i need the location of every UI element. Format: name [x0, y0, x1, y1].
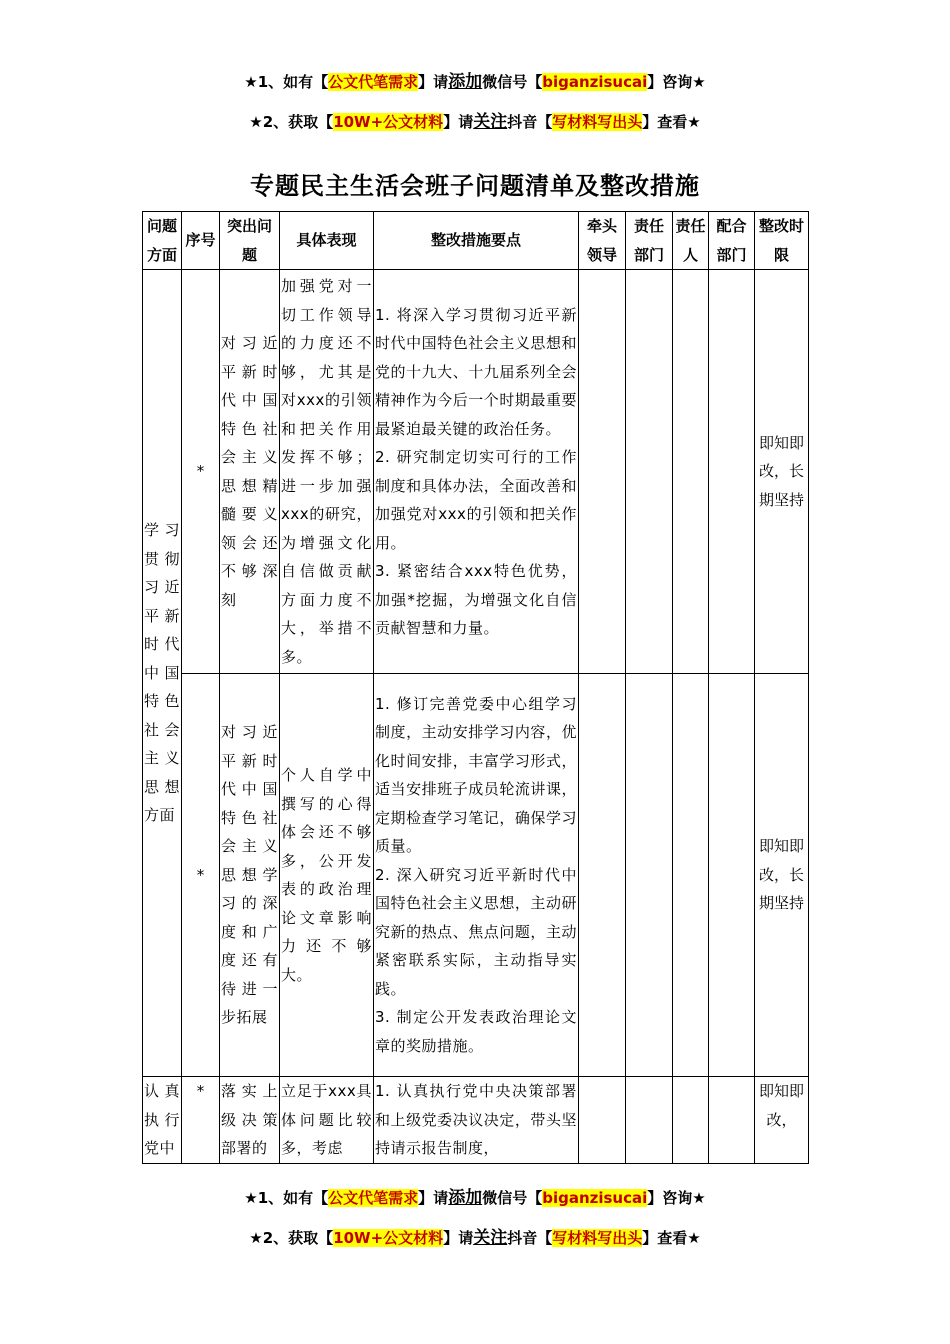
lead-leader-cell — [579, 674, 626, 1077]
table-row — [143, 270, 809, 674]
responsible-dept-cell — [626, 270, 673, 674]
promo-highlight: 公文代笔需求 — [328, 1189, 419, 1207]
promo-highlight: 写材料写出头 — [552, 1229, 643, 1247]
promo-highlight: 写材料写出头 — [552, 113, 643, 131]
header-cell: 问题方面 — [143, 212, 182, 270]
promo-line-2-footer: ★2、获取【10W+公文材料】请关注抖音【写材料写出头】查看★ — [249, 1228, 701, 1248]
measure-item: 2. 深入研究习近平新时代中国特色社会主义思想，主动研究新的热点、焦点问题，主动紧密联系实际，主动指导实践。 — [375, 865, 577, 998]
measure-item: 3. 制定公开发表政治理论文章的奖励措施。 — [375, 1008, 577, 1055]
measure-item: 1. 修订完善党委中心组学习制度，主动安排学习内容，优化时间安排，丰富学习形式，适当安排班子成员轮流讲课，定期检查学习笔记，确保学习质量。 — [375, 694, 577, 856]
deadline-cell: 即知即改，长期坚持 — [755, 270, 809, 674]
promo-line-2: ★2、获取【10W+公文材料】请关注抖音【写材料写出头】查看★ — [249, 112, 701, 132]
responsible-dept-cell — [626, 1077, 673, 1164]
problem-list-table — [142, 211, 809, 1164]
table-row — [143, 1077, 809, 1164]
header-cell: 牵头领导 — [579, 212, 626, 270]
measures-cell — [374, 270, 579, 674]
aspect-cell: 学习贯彻习近平新时代中国特色社会主义思想方面 — [143, 270, 182, 1077]
measures-cell — [374, 1077, 579, 1164]
header-cell: 序号 — [182, 212, 220, 270]
header-cell: 责任人 — [673, 212, 709, 270]
promo-highlight: biganzisucai — [542, 73, 648, 91]
row-number: * — [182, 674, 220, 1077]
measure-item: 1. 认真执行党中央决策部署和上级党委决议决定，带头坚持请示报告制度， — [375, 1082, 577, 1157]
problem-cell: 落实上级决策部署的 — [220, 1077, 280, 1164]
row-number: * — [182, 270, 220, 674]
header-cell: 突出问题 — [220, 212, 280, 270]
header-cell: 配合部门 — [709, 212, 755, 270]
measures-cell — [374, 674, 579, 1077]
header-cell: 整改时限 — [755, 212, 809, 270]
responsible-person-cell — [673, 674, 709, 1077]
header-cell: 整改措施要点 — [374, 212, 579, 270]
promo-line-1-footer: ★1、如有【公文代笔需求】请添加微信号【biganzisucai】咨询★ — [244, 1188, 706, 1208]
cooperating-dept-cell — [709, 1077, 755, 1164]
promo-highlight: 10W+公文材料 — [333, 1229, 444, 1247]
problem-cell: 对习近平新时代中国特色社会主义思想精髓要义领会还不够深刻 — [220, 270, 280, 674]
cooperating-dept-cell — [709, 674, 755, 1077]
manifestation-cell: 个人自学中撰写的心得体会还不够多，公开发表的政治理论文章影响力还不够大。 — [280, 674, 374, 1077]
measure-item: 3. 紧密结合xxx特色优势，加强*挖掘，为增强文化自信贡献智慧和力量。 — [375, 562, 577, 637]
header-cell: 责任部门 — [626, 212, 673, 270]
aspect-cell: 认真执行党中 — [143, 1077, 182, 1164]
row-number: * — [182, 1077, 220, 1164]
deadline-cell: 即知即改， — [755, 1077, 809, 1164]
manifestation-cell: 加强党对一切工作领导的力度还不够，尤其是对xxx的引领和把关作用发挥不够；进一步加强xxx的研究，为增强文化自信做贡献方面力度不大，举措不多。 — [280, 270, 374, 674]
responsible-person-cell — [673, 1077, 709, 1164]
measure-item: 2. 研究制定切实可行的工作制度和具体办法，全面改善和加强党对xxx的引领和把关作用。 — [375, 448, 577, 552]
problem-cell: 对习近平新时代中国特色社会主义思想学习的深度和广度还有待进一步拓展 — [220, 674, 280, 1077]
measure-item: 1. 将深入学习贯彻习近平新时代中国特色社会主义思想和党的十九大、十九届系列全会精神作为今后一个时期最重要最紧迫最关键的政治任务。 — [375, 305, 577, 438]
cooperating-dept-cell — [709, 270, 755, 674]
lead-leader-cell — [579, 1077, 626, 1164]
table-header-row — [143, 212, 809, 270]
responsible-person-cell — [673, 270, 709, 674]
promo-highlight: 公文代笔需求 — [328, 73, 419, 91]
promo-highlight: biganzisucai — [542, 1189, 648, 1207]
table-row — [143, 674, 809, 1077]
promo-highlight: 10W+公文材料 — [333, 113, 444, 131]
header-cell: 具体表现 — [280, 212, 374, 270]
responsible-dept-cell — [626, 674, 673, 1077]
lead-leader-cell — [579, 270, 626, 674]
manifestation-cell: 立足于xxx具体问题比较多，考虑 — [280, 1077, 374, 1164]
promo-line-1: ★1、如有【公文代笔需求】请添加微信号【biganzisucai】咨询★ — [244, 72, 706, 92]
deadline-cell: 即知即改，长期坚持 — [755, 674, 809, 1077]
document-title: 专题民主生活会班子问题清单及整改措施 — [250, 172, 700, 200]
